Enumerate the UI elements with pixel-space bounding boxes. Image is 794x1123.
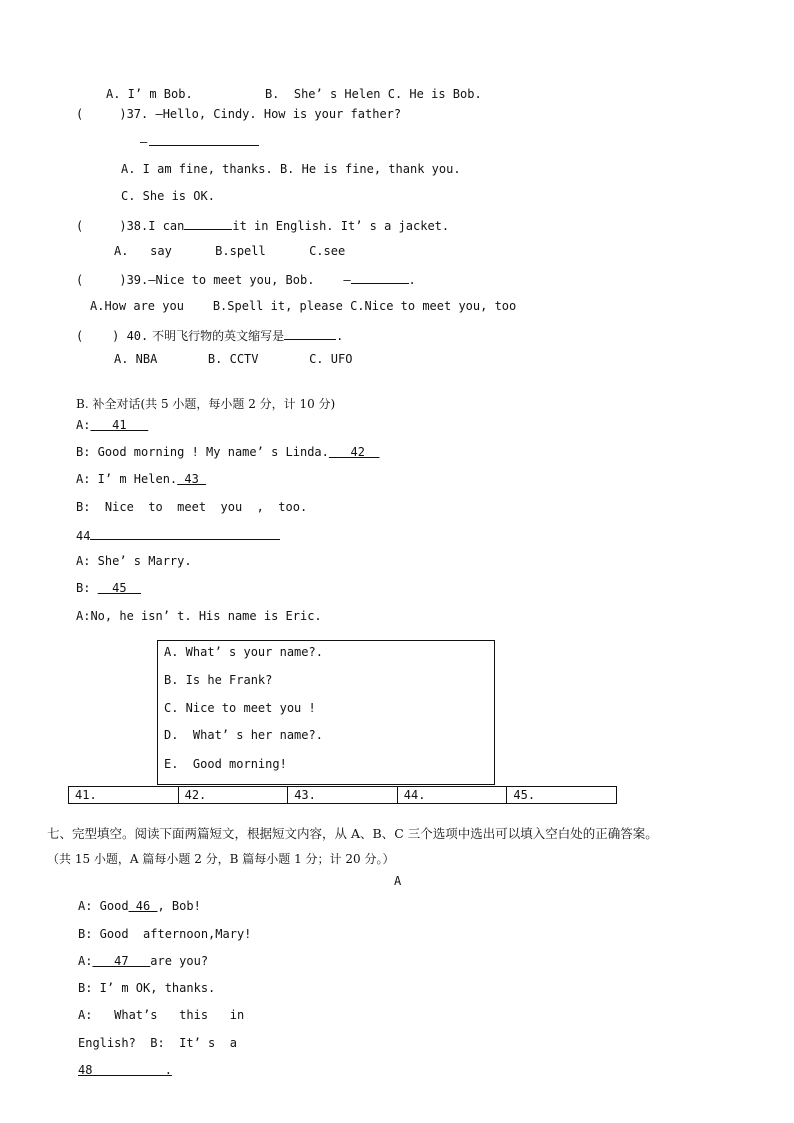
blank-45[interactable]: 45 bbox=[97, 581, 142, 595]
dialog-line-8: A:No, he isn’ t. His name is Eric. bbox=[76, 609, 322, 623]
q36-options: A. I’ m Bob. B. She’ s Helen C. He is Bob. bbox=[106, 87, 482, 101]
option-e: E. Good morning! bbox=[164, 757, 287, 771]
reply-blank[interactable] bbox=[149, 132, 259, 146]
answer-paren[interactable]: ( ) 40. bbox=[76, 329, 149, 343]
blank-44[interactable] bbox=[90, 526, 280, 540]
blank-47[interactable]: 47 bbox=[92, 954, 151, 968]
q38-question bbox=[76, 216, 449, 234]
fill-blank[interactable] bbox=[351, 270, 409, 284]
q37-question bbox=[76, 106, 401, 122]
answer-cell-45[interactable]: 45. bbox=[513, 788, 536, 802]
answer-table bbox=[68, 786, 617, 804]
passage-line-2: B: Good afternoon,Mary! bbox=[78, 927, 252, 941]
speaker: B: bbox=[76, 581, 98, 595]
passage-period: . bbox=[164, 1063, 172, 1077]
option-d: D. What’ s her name?. bbox=[164, 728, 323, 742]
dialog-line-3 bbox=[76, 471, 206, 487]
question-stem: —Nice to meet you, Bob. — bbox=[148, 273, 351, 287]
section-7-title: 七、完型填空。阅读下面两篇短文，根据短文内容，从 A、B、C 三个选项中选出可以填入空白处的正确答案。 bbox=[47, 826, 658, 841]
q40-question bbox=[76, 326, 343, 344]
blank-41[interactable]: 41 bbox=[90, 418, 149, 432]
question-stem: —Hello, Cindy. How is your father? bbox=[148, 107, 402, 121]
dialog-line-7 bbox=[76, 580, 141, 596]
blank-48[interactable]: 48 bbox=[78, 1063, 165, 1077]
q40-options: A. NBA B. CCTV C. UFO bbox=[114, 352, 353, 366]
section-7-subtitle: （共 15 小题，A 篇每小题 2 分，B 篇每小题 1 分；计 20 分。） bbox=[47, 852, 395, 866]
passage-label: A bbox=[394, 874, 402, 888]
blank-42[interactable]: 42 bbox=[328, 445, 380, 459]
q39-question bbox=[76, 270, 416, 288]
q37-option-c: C. She is OK. bbox=[121, 189, 215, 203]
passage-text: A: bbox=[78, 954, 93, 968]
passage-line-6: English? B: It’ s a bbox=[78, 1036, 237, 1050]
answer-paren[interactable]: ( )37. bbox=[76, 107, 149, 121]
fill-blank[interactable] bbox=[284, 326, 336, 340]
question-stem-start: I can bbox=[148, 219, 185, 233]
option-b: B. Is he Frank? bbox=[164, 673, 273, 687]
blank-46[interactable]: 46 bbox=[128, 899, 158, 913]
passage-line-1 bbox=[78, 898, 201, 914]
option-c: C. Nice to meet you ! bbox=[164, 701, 316, 715]
question-stem-end: it in English. It’ s a jacket. bbox=[232, 219, 450, 233]
passage-text: are you? bbox=[150, 954, 209, 968]
question-period: . bbox=[408, 273, 416, 287]
reply-dash: — bbox=[140, 135, 148, 149]
q37-options-ab: A. I am fine, thanks. B. He is fine, thank you. bbox=[121, 162, 461, 176]
q38-options: A. say B.spell C.see bbox=[114, 244, 346, 258]
dialog-line-4: B: Nice to meet you , too. bbox=[76, 500, 308, 514]
answer-cell-42[interactable]: 42. bbox=[179, 787, 289, 803]
passage-line-3 bbox=[78, 953, 208, 969]
fill-blank[interactable] bbox=[184, 216, 232, 230]
passage-line-4: B: I’ m OK, thanks. bbox=[78, 981, 216, 995]
blank-44-number: 44 bbox=[76, 529, 91, 543]
section-b-title: B. 补全对话(共 5 小题，每小题 2 分，计 10 分) bbox=[76, 397, 336, 411]
q37-reply bbox=[140, 132, 259, 150]
passage-line-5: A: What’s this in bbox=[78, 1008, 245, 1022]
answer-cell-43[interactable]: 43. bbox=[288, 787, 398, 803]
answer-paren[interactable]: ( )38. bbox=[76, 219, 149, 233]
answer-cell-44[interactable]: 44. bbox=[398, 787, 508, 803]
options-box bbox=[157, 640, 495, 785]
dialog-line-1 bbox=[76, 417, 148, 433]
passage-text: A: Good bbox=[78, 899, 129, 913]
dialog-line-6: A: She’ s Marry. bbox=[76, 554, 192, 568]
answer-cell-41[interactable]: 41. bbox=[69, 787, 179, 803]
answer-paren[interactable]: ( )39. bbox=[76, 273, 149, 287]
dialog-text: B: Good morning ! My name’ s Linda. bbox=[76, 445, 329, 459]
blank-43[interactable]: 43 bbox=[177, 472, 207, 486]
passage-text: , Bob! bbox=[157, 899, 201, 913]
passage-line-7 bbox=[78, 1062, 172, 1078]
dialog-line-5 bbox=[76, 526, 280, 544]
question-stem: 不明飞行物的英文缩写是 bbox=[148, 329, 285, 343]
option-a: A. What’ s your name?. bbox=[164, 645, 323, 659]
question-period: . bbox=[336, 329, 344, 343]
speaker: A: bbox=[76, 418, 91, 432]
dialog-text: A: I’ m Helen. bbox=[76, 472, 178, 486]
dialog-line-2 bbox=[76, 444, 379, 460]
q39-options: A.How are you B.Spell it, please C.Nice to meet you, too bbox=[90, 299, 517, 313]
